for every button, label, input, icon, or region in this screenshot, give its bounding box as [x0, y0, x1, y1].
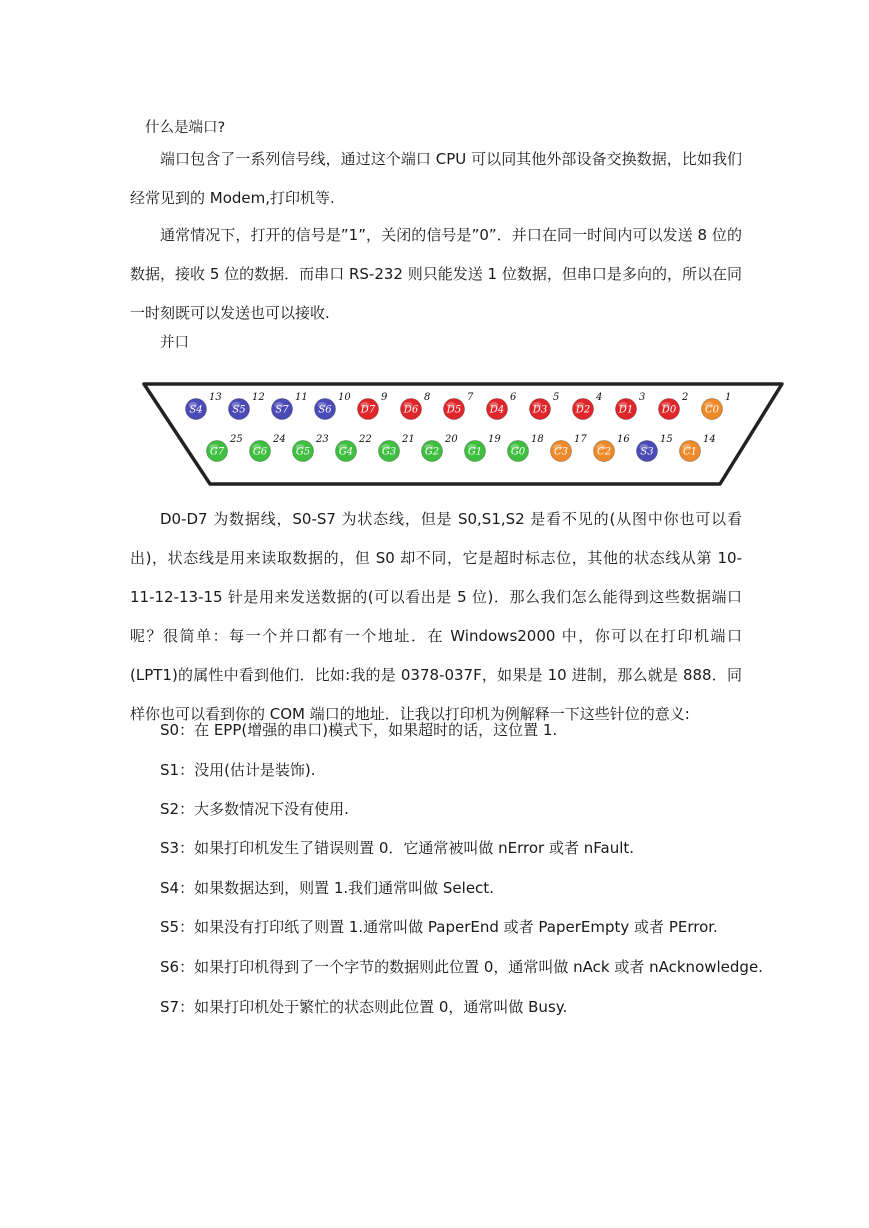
- pin-23-label: G5: [295, 446, 311, 458]
- bit-s0-description: S0：在 EPP(增强的串口)模式下，如果超时的话，这位置 1.: [160, 721, 558, 739]
- pin-12-number: 12: [252, 392, 265, 403]
- pin-17-label: C3: [553, 446, 569, 458]
- pin-18-label: G0: [510, 446, 526, 458]
- pin-24-number: 24: [273, 434, 286, 445]
- pin-25-number: 25: [230, 434, 243, 445]
- pin-6-label: D4: [489, 404, 505, 416]
- heading-what-is-port: 什么是端口?: [145, 120, 226, 136]
- pin-14-label: C1: [682, 446, 698, 458]
- pin-3-label: D1: [618, 404, 634, 416]
- pin-5-number: 5: [553, 392, 560, 403]
- pin-20-label: G2: [424, 446, 440, 458]
- pin-11-number: 11: [295, 392, 308, 403]
- pin-10-label: S6: [318, 404, 332, 416]
- paragraph-port-intro: 端口包含了一系列信号线，通过这个端口 CPU 可以同其他外部设备交换数据，比如我们经常见到的 Modem,打印机等.: [130, 150, 742, 207]
- bit-s5-description: S5：如果没有打印纸了则置 1.通常叫做 PaperEnd 或者 PaperEmpty 或者 PError.: [160, 918, 718, 936]
- pin-7-label: D5: [446, 404, 462, 416]
- pin-16-number: 16: [617, 434, 630, 445]
- pin-22-label: G4: [338, 446, 354, 458]
- pin-8-label: D6: [403, 404, 419, 416]
- pin-3-number: 3: [639, 392, 646, 403]
- pin-11-label: S7: [275, 404, 289, 416]
- pin-23-number: 23: [316, 434, 329, 445]
- pin-19-number: 19: [488, 434, 501, 445]
- pin-1-number: 1: [725, 392, 732, 403]
- pin-7-number: 7: [467, 392, 474, 403]
- pin-17-number: 17: [574, 434, 587, 445]
- pin-15-number: 15: [660, 434, 673, 445]
- pin-2-label: D0: [661, 404, 677, 416]
- pin-14-number: 14: [703, 434, 716, 445]
- pin-19-label: G1: [467, 446, 483, 458]
- pin-9-number: 9: [381, 392, 388, 403]
- pin-9-label: D7: [360, 404, 376, 416]
- bit-s4-description: S4：如果数据达到，则置 1.我们通常叫做 Select.: [160, 879, 494, 897]
- pin-20-number: 20: [445, 434, 458, 445]
- bit-s6-description: S6：如果打印机得到了一个字节的数据则此位置 0，通常叫做 nAck 或者 nAcknowledge.: [160, 958, 763, 976]
- pin-22-number: 22: [359, 434, 372, 445]
- pin-4-label: D2: [575, 404, 591, 416]
- pin-1-label: C0: [704, 404, 720, 416]
- pin-21-number: 21: [402, 434, 415, 445]
- pin-24-label: G6: [252, 446, 268, 458]
- pin-12-label: S5: [232, 404, 246, 416]
- pin-8-number: 8: [424, 392, 431, 403]
- pin-18-number: 18: [531, 434, 544, 445]
- pin-16-label: C2: [596, 446, 612, 458]
- pin-25-label: G7: [209, 446, 225, 458]
- paragraph-parallel-description: 通常情况下，打开的信号是”1”，关闭的信号是”0”．并口在同一时间内可以发送 8 位的数据，接收 5 位的数据．而串口 RS-232 则只能发送 1 位数据，但串口是多向的，所以在同一时刻既可以发送也可以接收.: [130, 226, 742, 322]
- heading-parallel-port: 并口: [160, 335, 189, 351]
- bit-s7-description: S7：如果打印机处于繁忙的状态则此位置 0，通常叫做 Busy.: [160, 998, 568, 1016]
- bit-s1-description: S1：没用(估计是装饰).: [160, 761, 316, 779]
- pin-21-label: G3: [381, 446, 397, 458]
- pin-13-label: S4: [189, 404, 203, 416]
- pin-5-label: D3: [532, 404, 548, 416]
- pin-15-label: S3: [640, 446, 654, 458]
- bit-s3-description: S3：如果打印机发生了错误则置 0．它通常被叫做 nError 或者 nFault.: [160, 839, 635, 857]
- pin-4-number: 4: [596, 392, 603, 403]
- paragraph-signal-lines: D0-D7 为数据线，S0-S7 为状态线，但是 S0,S1,S2 是看不见的(从图中你也可以看出)，状态线是用来读取数据的，但 S0 却不同，它是超时标志位，其他的状态线从第 10-11-12-13-15 针是用来发送数据的(可以看出是 5 位)．那么我们怎么能得到这些数据端口呢？很简单：每一个并口都有一个地址．在 Windows2000 中，你可以在打印机端口(LPT1)的属性中看到他们．比如:我的是 0378-037F，如果是 10 进制，那么就是 888．同样你也可以看到你的 COM 端口的地址．让我以打印机为例解释一下这些针位的意义:: [130, 510, 742, 723]
- pin-10-number: 10: [338, 392, 351, 403]
- bit-s2-description: S2：大多数情况下没有使用.: [160, 800, 349, 818]
- pin-6-number: 6: [510, 392, 517, 403]
- db25-connector-diagram: [140, 380, 785, 488]
- pin-13-number: 13: [209, 392, 222, 403]
- pin-2-number: 2: [682, 392, 689, 403]
